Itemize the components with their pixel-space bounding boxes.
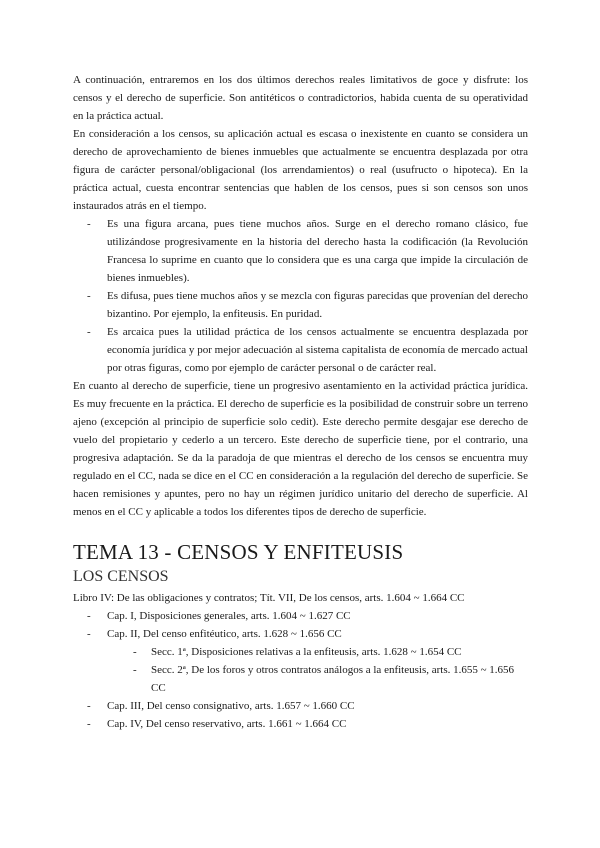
chapter-item: - Cap. I, Disposiciones generales, arts. 1.604 ~ 1.627 CC bbox=[107, 607, 528, 625]
intro-paragraph-2: En consideración a los censos, su aplicación actual es escasa o inexistente en cuanto se considera un derecho de aprovechamiento de bienes inmuebles que actualmente se encuentra desplazada por otra figura de carácter personal/obligacional (los arrendamientos) o real (usufructo o hipoteca). En la práctica actual, cuesta encontrar sentencias que hablen de los censos, pues si son censos son unos instaurados atrás en el tiempo. bbox=[73, 128, 528, 212]
chapter-item: - Cap. IV, Del censo reservativo, arts. 1.661 ~ 1.664 CC bbox=[107, 715, 528, 733]
list-item: - Es difusa, pues tiene muchos años y se mezcla con figuras parecidas que provenían del derecho bizantino. Por ejemplo, la enfiteusis. En puridad. bbox=[107, 287, 528, 323]
chapter-label: Cap. II, Del censo enfitéutico, arts. 1.628 ~ 1.656 CC bbox=[107, 628, 342, 640]
libro-reference: Libro IV: De las obligaciones y contratos; Tít. VII, De los censos, arts. 1.604 ~ 1.664 CC bbox=[73, 592, 465, 604]
chapter-item: - Cap. III, Del censo consignativo, arts. 1.657 ~ 1.660 CC bbox=[107, 697, 528, 715]
document-page bbox=[73, 71, 528, 733]
section-item: - Secc. 1ª, Disposiciones relativas a la enfiteusis, arts. 1.628 ~ 1.654 CC bbox=[151, 643, 528, 661]
section-subtitle: LOS CENSOS bbox=[73, 568, 169, 585]
censos-characteristics-list bbox=[73, 215, 528, 377]
list-item: - Es arcaica pues la utilidad práctica de los censos actualmente se encuentra desplazada por economía jurídica y por mejor adecuación al sistema capitalista de economía de mercado actual por otras figuras, como por ejemplo de carácter personal o de carácter real. bbox=[107, 323, 528, 377]
section-title: TEMA 13 - CENSOS Y ENFITEUSIS bbox=[73, 540, 404, 564]
section-item: - Secc. 2ª, De los foros y otros contratos análogos a la enfiteusis, arts. 1.655 ~ 1.656 CC bbox=[151, 661, 528, 697]
intro-paragraph-3: En cuanto al derecho de superficie, tiene un progresivo asentamiento en la actividad práctica jurídica. Es muy frecuente en la práctica. El derecho de superficie es la posibilidad de construir sobre un terreno ajeno (excepción al principio de superficie solo cedit). Este derecho permite desgajar ese derecho de vuelo del propietario y cederlo a un tercero. Este derecho de superficie tiene, por el contrario, una progresiva adaptación. Se da la paradoja de que mientras el derecho de los censos se encuentra muy regulado en el CC, nada se dice en el CC en consideración a la regulación del derecho de superficie. Se hacen remisiones y apuntes, pero no hay un régimen jurídico unitario del derecho de superficie. Al menos en el CC y aplicable a todos los diferentes tipos de derecho de superficie. bbox=[73, 380, 528, 518]
chapters-list bbox=[73, 607, 528, 733]
chapter-item bbox=[107, 625, 528, 697]
intro-paragraph-1: A continuación, entraremos en los dos últimos derechos reales limitativos de goce y disfrute: los censos y el derecho de superficie. Son antitéticos o contradictorios, habida cuenta de su operatividad en la práctica actual. bbox=[73, 74, 528, 122]
list-item: - Es una figura arcana, pues tiene muchos años. Surge en el derecho romano clásico, fue utilizándose progresivamente en la historia del derecho hasta la codificación (la Revolución Francesa lo suprime en cuanto que lo considera que es una carga que impide la circulación de bienes inmuebles). bbox=[107, 215, 528, 287]
sections-list bbox=[107, 643, 528, 697]
